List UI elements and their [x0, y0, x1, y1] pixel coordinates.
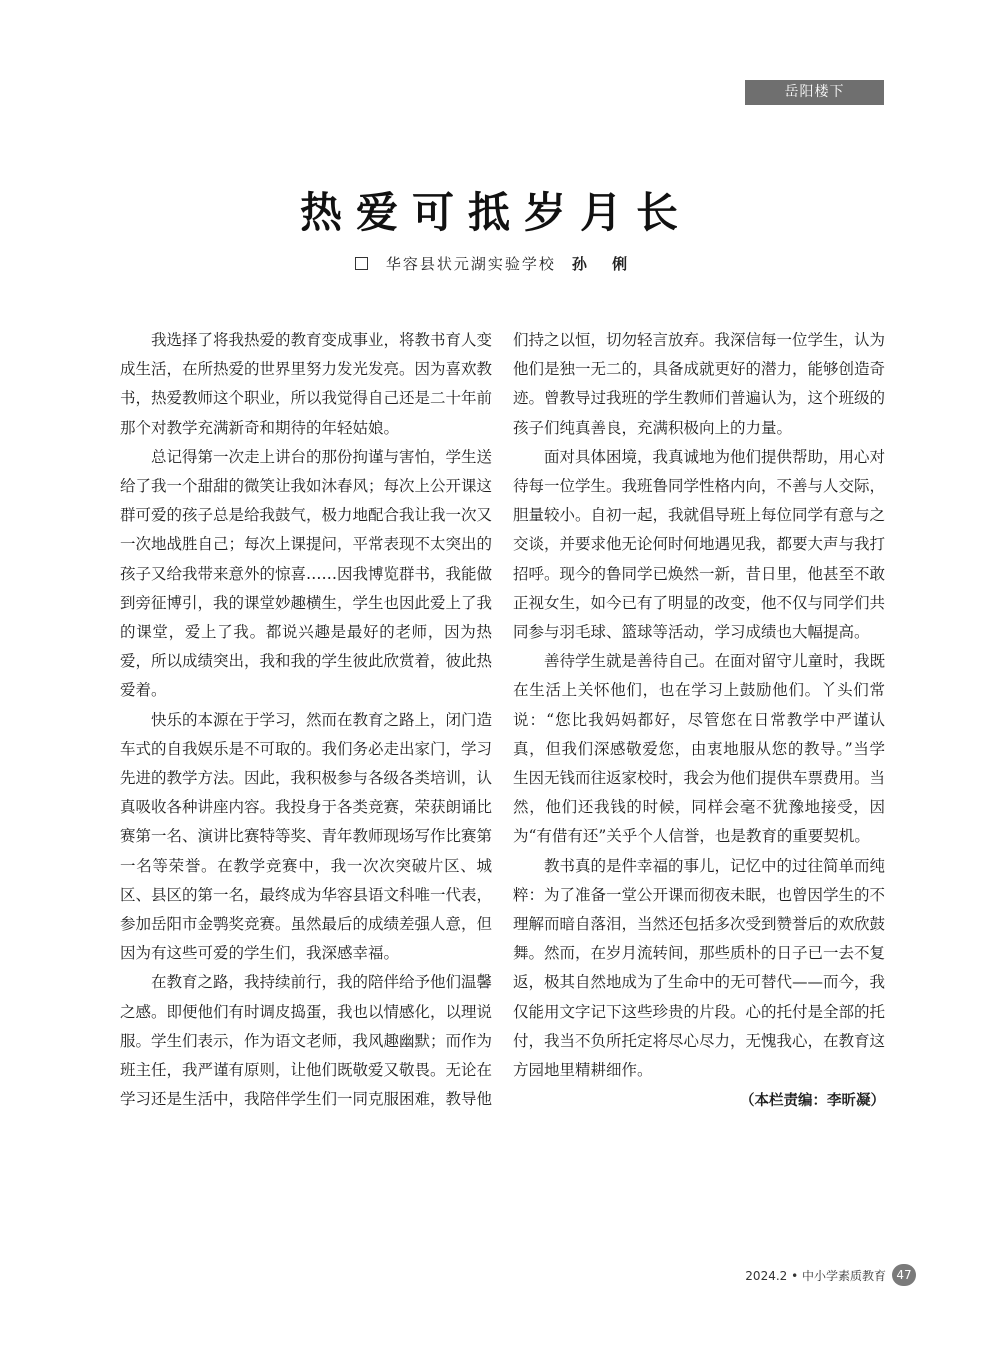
- right-column: [513, 326, 885, 1116]
- byline-author: 孙 俐: [571, 255, 638, 273]
- editor-note: （本栏责编：李昕凝）: [740, 1093, 885, 1110]
- issue-info: 2024.2 • 中小学素质教育: [745, 1268, 886, 1283]
- paragraph: 在教育之路，我持续前行，我的陪伴给予他们温馨之感。即便他们有时调皮捣蛋，我也以情感化，以理说服。学生们表示，作为语文老师，我风趣幽默；而作为班主任，我严谨有原则，让他们既敬爱又敬畏。无论在学习还是生活中，我陪伴学生们一同克服困难，教导他: [120, 973, 493, 1109]
- page-number: 47: [892, 1264, 916, 1286]
- page-footer: [745, 1264, 916, 1286]
- paragraph: 善待学生就是善待自己。在面对留守儿童时，我既在生活上关怀他们，也在学习上鼓励他们。丫头们常说：“您比我妈妈都好，尽管您在日常教学中严谨认真，但我们深感敬爱您，由衷地服从您的教导。”当学生因无钱而往返家校时，我会为他们提供车票费用。当然，他们还我钱的时候，同样会毫不犹豫地接受，因为“有借有还”关乎个人信誉，也是教育的重要契机。: [513, 652, 886, 846]
- left-column: [120, 326, 492, 1114]
- paragraph: 我选择了将我热爱的教育变成事业，将教书育人变成生活，在所热爱的世界里努力发光发亮。因为喜欢教书，热爱教师这个职业，所以我觉得自己还是二十年前那个对教学充满新奇和期待的年轻姑娘。: [120, 331, 493, 437]
- paragraph: 面对具体困境，我真诚地为他们提供帮助，用心对待每一位学生。我班鲁同学性格内向，不善与人交际，胆量较小。自初一起，我就倡导班上每位同学有意与之交谈，并要求他无论何时何地遇见我，都要大声与我打招呼。现今的鲁同学已焕然一新，昔日里，他甚至不敢正视女生，如今已有了明显的改变，他不仅与同学们共同参与羽毛球、篮球等活动，学习成绩也大幅提高。: [513, 447, 886, 642]
- byline-school: 华容县状元湖实验学校: [385, 255, 556, 273]
- column-tag: 岳阳楼下: [745, 80, 884, 105]
- paragraph: 总记得第一次走上讲台的那份拘谨与害怕，学生送给了我一个甜甜的微笑让我如沐春风；每次上公开课这群可爱的孩子总是给我鼓气，极力地配合我让我一次又一次地战胜自己；每次上课提问，平常表现不太突出的孩子又给我带来意外的惊喜……因我博览群书，我能做到旁征博引，我的课堂妙趣横生，学生也因此爱上了我的课堂，爱上了我。都说兴趣是最好的老师，因为热爱，所以成绩突出，我和我的学生彼此欣赏着，彼此热爱着。: [120, 447, 493, 700]
- paragraph: 教书真的是件幸福的事儿，记忆中的过往简单而纯粹：为了准备一堂公开课而彻夜未眠，也曾因学生的不理解而暗自落泪，当然还包括多次受到赞誉后的欢欣鼓舞。然而，在岁月流转间，那些质朴的日子已一去不复返，极其自然地成为了生命中的无可替代——而今，我仅能用文字记下这些珍贵的片段。心的托付是全部的托付，我当不负所托定将尽心尽力，无愧我心，在教育这方园地里精耕细作。: [513, 856, 886, 1080]
- paragraph: 快乐的本源在于学习，然而在教育之路上，闭门造车式的自我娱乐是不可取的。我们务必走出家门，学习先进的教学方法。因此，我积极参与各级各类培训，认真吸收各种讲座内容。我投身于各类竞赛，荣获朗诵比赛第一名、演讲比赛特等奖、青年教师现场写作比赛第一名等荣誉。在教学竞赛中，我一次次突破片区、城区、县区的第一名，最终成为华容县语文科唯一代表，参加岳阳市金鹗奖竞赛。虽然最后的成绩差强人意，但因为有这些可爱的学生们，我深感幸福。: [120, 710, 493, 963]
- article-title: 热爱可抵岁月长: [299, 188, 692, 237]
- byline: [0, 253, 992, 274]
- square-icon: [355, 257, 368, 270]
- paragraph: 们持之以恒，切勿轻言放弃。我深信每一位学生，认为他们是独一无二的，具备成就更好的潜力，能够创造奇迹。曾教导过我班的学生教师们普遍认为，这个班级的孩子们纯真善良，充满积极向上的力量。: [513, 331, 886, 437]
